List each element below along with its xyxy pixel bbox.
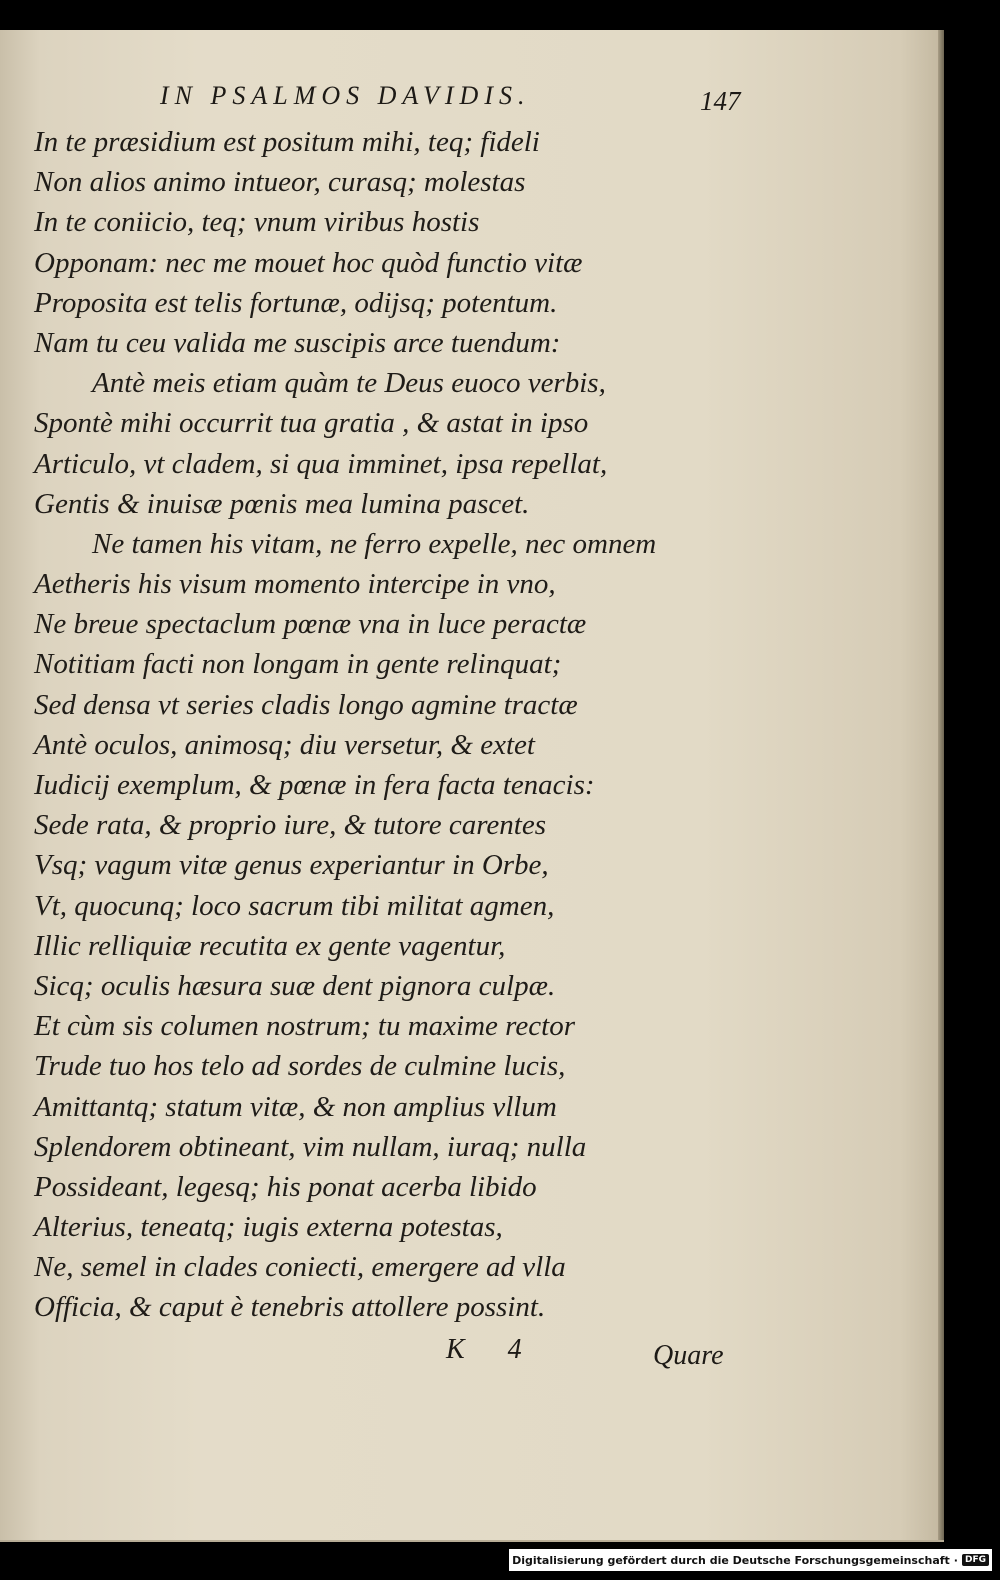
verse-line: In te coniicio, teq; vnum viribus hostis: [34, 206, 480, 239]
verse-line: Possideant, legesq; his ponat acerba libido: [34, 1170, 537, 1203]
verse-line: Antè oculos, animosq; diu versetur, & extet: [34, 728, 535, 761]
verse-line: Ne breue spectaclum pœnæ vna in luce peractæ: [34, 608, 587, 641]
verse-line: Ne tamen his vitam, ne ferro expelle, nec omnem: [92, 527, 657, 560]
verse-line: Spontè mihi occurrit tua gratia , & astat in ipso: [34, 407, 589, 440]
verse-line: Sed densa vt series cladis longo agmine tractæ: [34, 688, 578, 721]
verse-line: Aetheris his visum momento intercipe in vno,: [34, 568, 556, 601]
verse-line: Illic relliquiæ recutita ex gente vagentur,: [34, 929, 506, 962]
verse-line: Antè meis etiam quàm te Deus euoco verbis,: [92, 367, 606, 400]
verse-line: Articulo, vt cladem, si qua imminet, ipsa repellat,: [34, 447, 608, 480]
book-page: [0, 30, 944, 1542]
page-number: 147: [700, 86, 741, 116]
dfg-logo-icon: DFG: [962, 1554, 989, 1566]
running-head: IN PSALMOS DAVIDIS.: [160, 81, 531, 110]
verse-line: Opponam: nec me mouet hoc quòd functio vitæ: [34, 246, 583, 279]
verse-line: Sicq; oculis hæsura suæ dent pignora culpæ.: [34, 969, 556, 1002]
verse-text-block: [34, 122, 734, 1328]
verse-line: Vt, quocunq; loco sacrum tibi militat agmen,: [34, 889, 555, 922]
verse-line: Amittantq; statum vitæ, & non amplius vllum: [34, 1090, 557, 1123]
credit-text: Digitalisierung gefördert durch die Deutsche Forschungsgemeinschaft: [512, 1553, 950, 1567]
verse-line: Sede rata, & proprio iure, & tutore carentes: [34, 809, 547, 842]
verse-line: Nam tu ceu valida me suscipis arce tuendum:: [34, 326, 561, 359]
verse-line: Non alios animo intueor, curasq; molestas: [34, 166, 526, 199]
digitization-credit: Digitalisierung gefördert durch die Deutsche Forschungsgemeinschaft · DFG: [509, 1549, 992, 1571]
verse-line: Alterius, teneatq; iugis externa potestas,: [34, 1211, 503, 1244]
verse-line: Ne, semel in clades coniecti, emergere ad vlla: [34, 1251, 566, 1284]
verse-line: Et cùm sis columen nostrum; tu maxime rector: [34, 1010, 575, 1043]
verse-line: In te præsidium est positum mihi, teq; fideli: [34, 126, 540, 158]
verse-line: Vsq; vagum vitæ genus experiantur in Orbe,: [34, 849, 549, 882]
signature-mark: K 4: [446, 1334, 540, 1365]
verse-line: Trude tuo hos telo ad sordes de culmine lucis,: [34, 1050, 566, 1083]
verse-line: Splendorem obtineant, vim nullam, iuraq; nulla: [34, 1130, 587, 1163]
verse-line: Proposita est telis fortunæ, odijsq; potentum.: [34, 286, 558, 319]
verse-line: Gentis & inuisæ pœnis mea lumina pascet.: [34, 487, 530, 520]
catchword: Quare: [653, 1340, 724, 1371]
verse-line: Iudicij exemplum, & pœnæ in fera facta tenacis:: [34, 769, 595, 801]
verse-line: Notitiam facti non longam in gente relinquat;: [34, 648, 562, 681]
verse-line: Officia, & caput è tenebris attollere possint.: [34, 1291, 546, 1324]
